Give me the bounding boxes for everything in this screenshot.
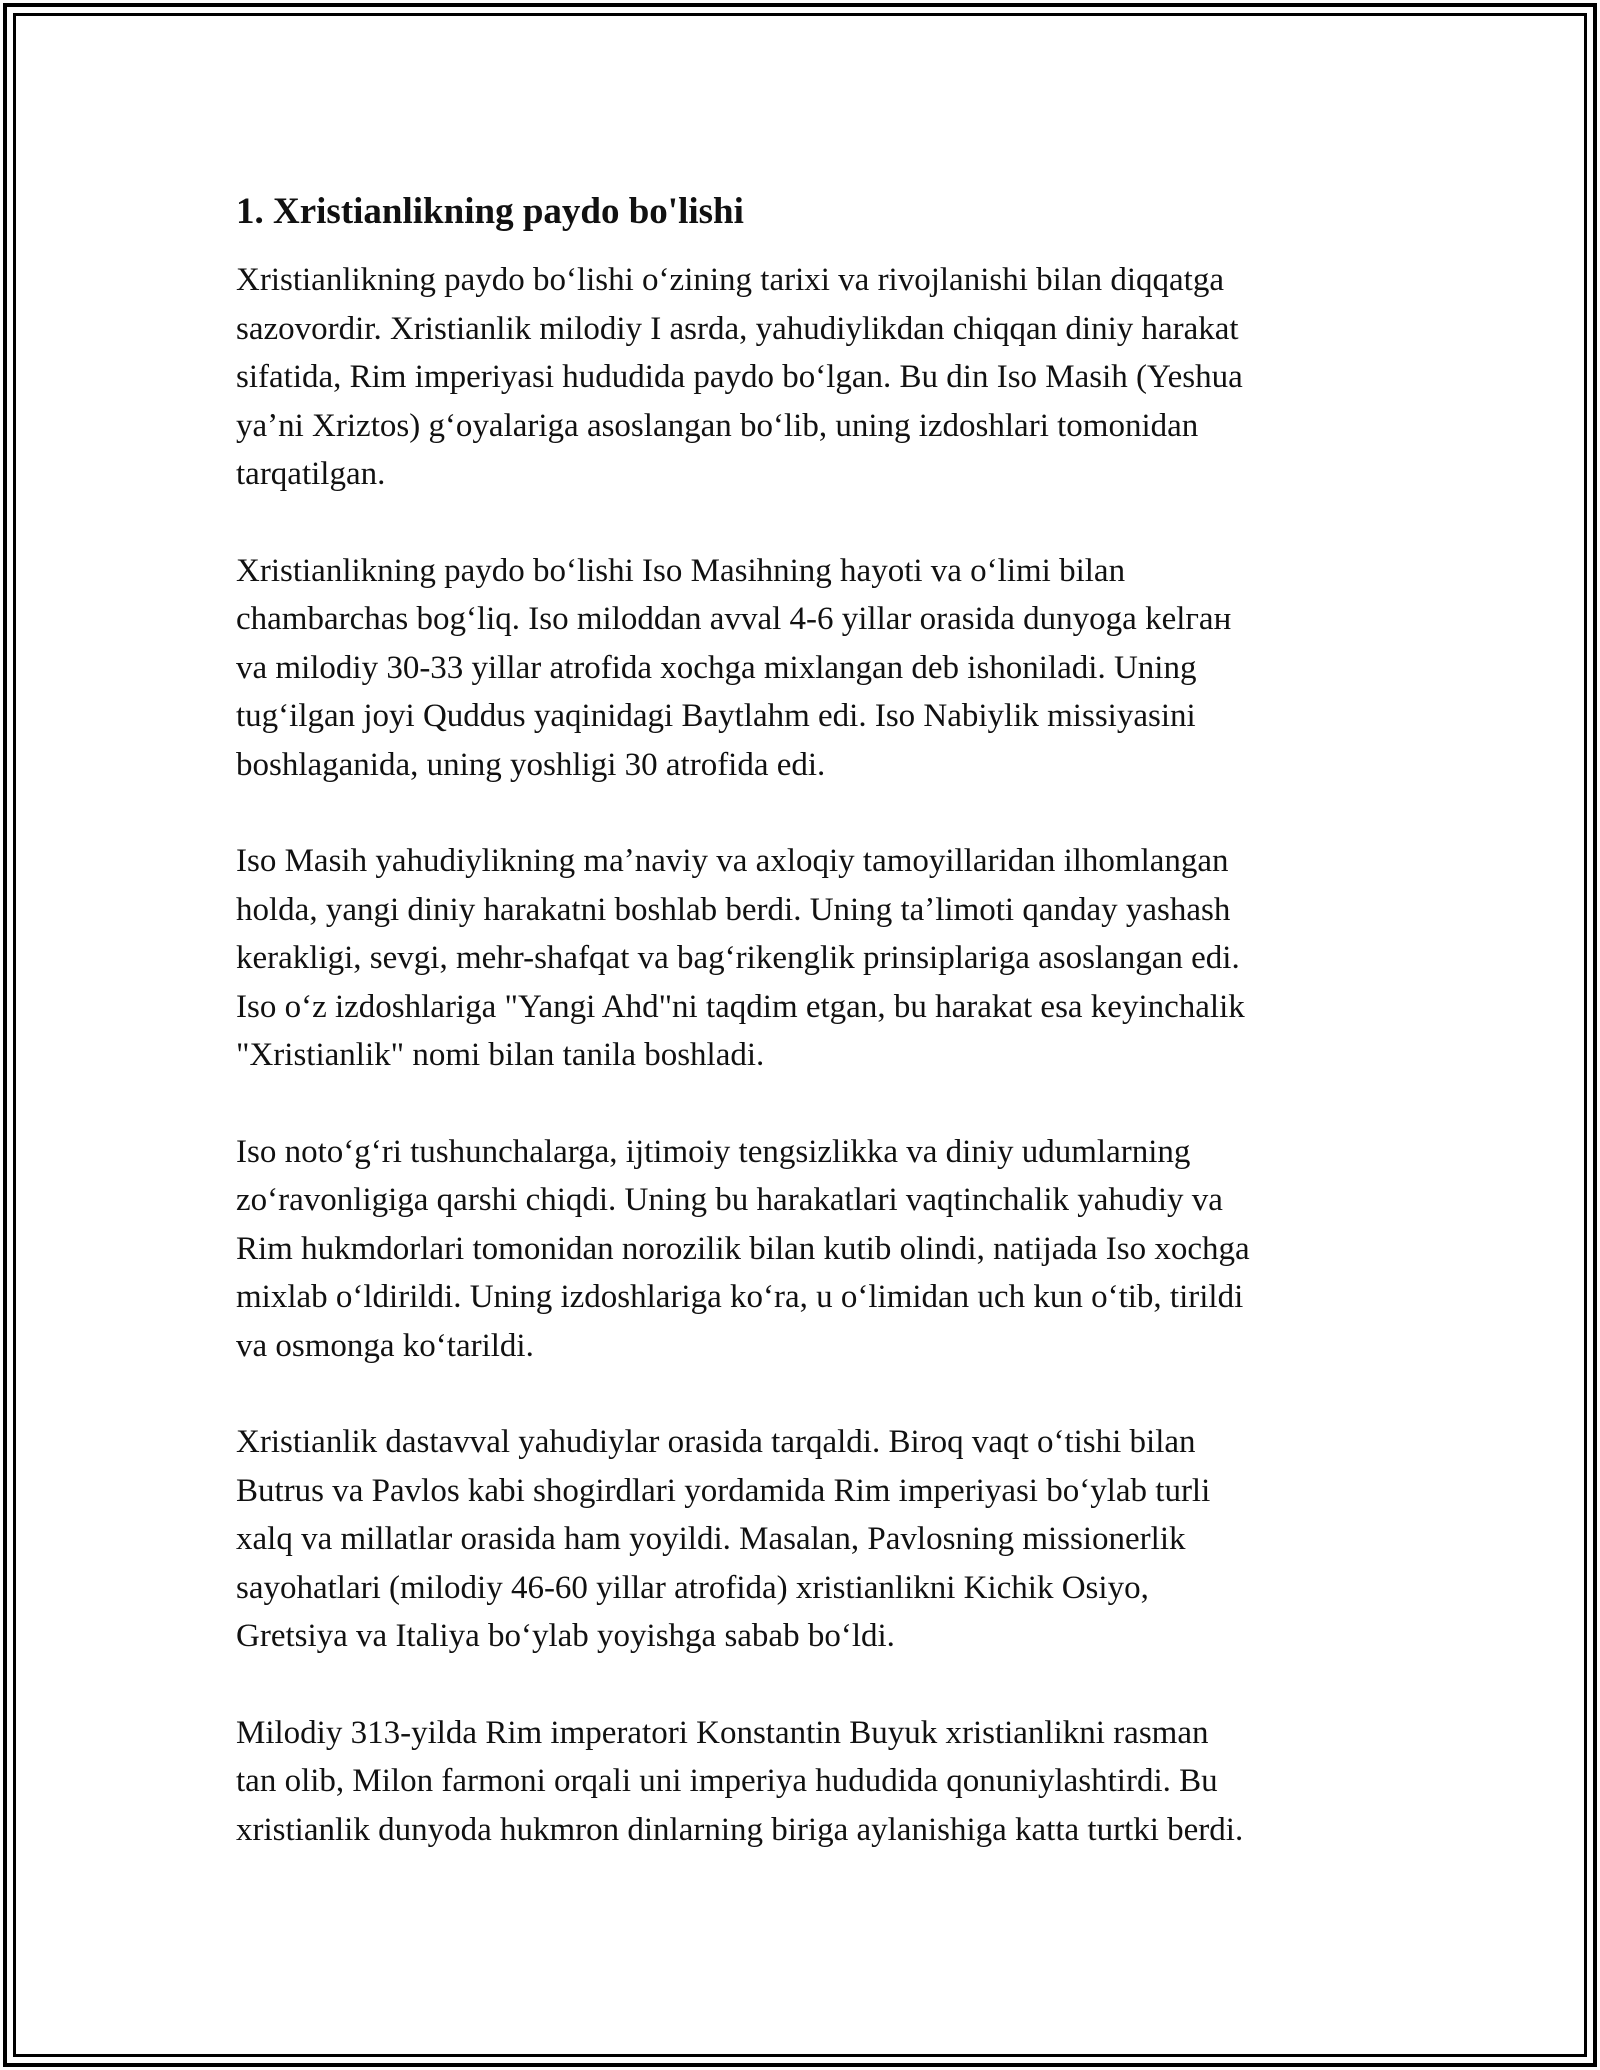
text-line: Butrus va Pavlos kabi shogirdlari yordamida Rim imperiyasi boʻylab turli [236, 1472, 1211, 1509]
paragraph-5 [236, 1418, 1376, 1661]
text-line: kerakligi, sevgi, mehr-shafqat va bagʻrikenglik prinsiplariga asoslangan edi. [236, 940, 1240, 976]
text-line: Iso Masih yahudiylikning maʼnaviy va axloqiy tamoyillaridan ilhomlangan [236, 843, 1229, 879]
text-line: tugʻilgan joyi Quddus yaqinidagi Baytlahm edi. Iso Nabiylik missiyasini [236, 698, 1196, 734]
text-line: va osmonga koʻtarildi. [236, 1327, 534, 1364]
text-line: Milodiy 313-yilda Rim imperatori Konstantin Buyuk xristianlikni rasman [236, 1714, 1209, 1751]
text-line: Gretsiya va Italiya boʻylab yoyishga sabab boʻldi. [236, 1618, 895, 1654]
paragraph-3 [236, 837, 1376, 1080]
text-line: xristianlik dunyoda hukmron dinlarning biriga aylanishiga katta turtki berdi. [236, 1811, 1244, 1848]
text-line: tan olib, Milon farmoni orqali uni imperiya hududida qonuniylashtirdi. Bu [236, 1763, 1218, 1799]
text-line: "Xristianlik" nomi bilan tanila boshladi. [236, 1037, 765, 1073]
section-heading: 1. Xristianlikning paydo bo'lishi [236, 191, 744, 232]
text-line: tarqatilgan. [236, 456, 386, 492]
document-body [236, 186, 1376, 1902]
text-line: Xristianlikning paydo boʻlishi oʻzining tarixi va rivojlanishi bilan diqqatga [236, 262, 1225, 298]
text-line: Rim hukmdorlari tomonidan norozilik bilan kutib olindi, natijada Iso xochga [236, 1230, 1250, 1267]
text-line: sazovordir. Xristianlik milodiy I asrda, yahudiylikdan chiqqan diniy harakat [236, 310, 1239, 347]
paragraph-1 [236, 256, 1376, 499]
text-line: mixlab oʻldirildi. Uning izdoshlariga koʻra, u oʻlimidan uch kun oʻtib, tirildi [236, 1279, 1244, 1315]
text-line: yaʼni Xriztos) gʻoyalariga asoslangan boʻlib, uning izdoshlari tomonidan [236, 407, 1199, 444]
text-line: Xristianlik dastavval yahudiylar orasida tarqaldi. Biroq vaqt oʻtishi bilan [236, 1424, 1196, 1460]
paragraph-4 [236, 1128, 1376, 1371]
text-line: zoʻravonligiga qarshi chiqdi. Uning bu harakatlari vaqtinchalik yahudiy va [236, 1182, 1223, 1218]
text-line: va milodiy 30-33 yillar atrofida xochga mixlangan deb ishoniladi. Uning [236, 649, 1197, 686]
text-line: sayohatlari (milodiy 46-60 yillar atrofida) xristianlikni Kichik Osiyo, [236, 1569, 1149, 1606]
text-line: Xristianlikning paydo boʻlishi Iso Masihning hayoti va oʻlimi bilan [236, 552, 1126, 589]
paragraph-6 [236, 1709, 1376, 1855]
text-line: Iso oʻz izdoshlariga "Yangi Ahd"ni taqdim etgan, bu harakat esa keyinchalik [236, 988, 1245, 1025]
text-line: holda, yangi diniy harakatni boshlab berdi. Uning taʼlimoti qanday yashash [236, 891, 1231, 928]
text-line: boshlaganida, uning yoshligi 30 atrofida edi. [236, 746, 826, 783]
text-line: xalq va millatlar orasida ham yoyildi. Masalan, Pavlosning missionerlik [236, 1521, 1186, 1557]
text-line: chambarchas bogʻliq. Iso miloddan avval 4-6 yillar orasida dunyoga kelган [236, 601, 1232, 637]
paragraph-2 [236, 547, 1376, 790]
text-line: sifatida, Rim imperiyasi hududida paydo boʻlgan. Bu din Iso Masih (Yeshua [236, 359, 1243, 395]
text-line: Iso notoʻgʻri tushunchalarga, ijtimoiy tengsizlikka va diniy udumlarning [236, 1133, 1191, 1170]
